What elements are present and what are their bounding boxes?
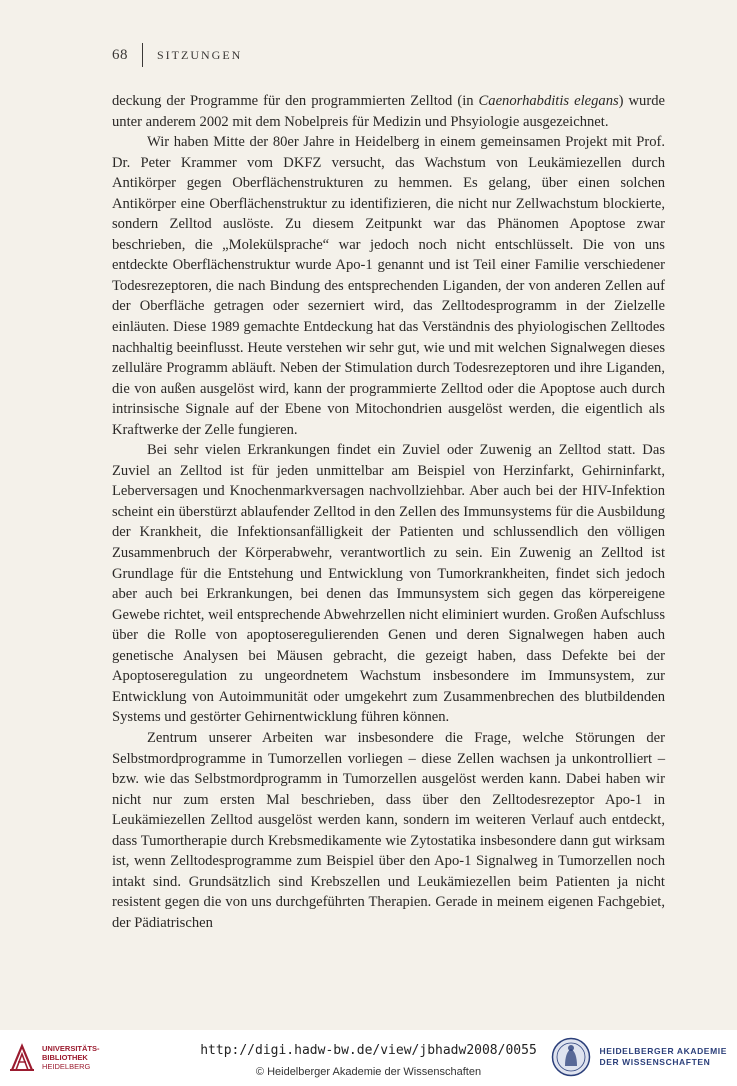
ub-logo-line1: UNIVERSITÄTS- — [42, 1043, 100, 1053]
paragraph-text: Wir haben Mitte der 80er Jahre in Heidelberg in einem gemeinsamen Projekt mit Prof. Dr. Peter Krammer vom DKFZ versucht, das Wachstum von Leukämiezellen durch Antikörper gegen Oberflächenstrukturen zu hemmen. Es gelang, über einen solchen Antikörper eine Oberflächenstruktur zu identifizieren, die nicht nur Zellwachstum blockierte, sondern Zelltod auslöste. Zu diesem Zeitpunkt war das Phänomen Apoptose zwar beschrieben, die „Molekülsprache“ war jedoch noch nicht entschlüsselt. Die von uns entdeckte Oberflächenstruktur wurde Apo-1 genannt und ist Teil einer Familie verschiedener Todesrezeptoren, die nach Bindung des entsprechenden Liganden, der von anderen Zellen auf der Oberfläche getragen oder sezerniert wird, das Zelltodesprogramm in der Zielzelle einläuten. Diese 1989 gemachte Entdeckung hat das Verständnis des phyiologischen Zelltodes nachhaltig beeinflusst. Heute verstehen wir sehr gut, wie und mit welchen Signalwegen dieses zelluläre Programm abläuft. Neben der Stimulation durch Todesrezeptoren und ihre Liganden, die von außen ausgelöst wird, kann der programmierte Zelltod oder die Apoptose auch durch intrinsische Signale auf der Ebene von Mitochondrien ausgelöst werden, die eigentlich als Kraftwerke der Zelle fungieren. — [112, 134, 665, 438]
permalink-url[interactable]: http://digi.hadw-bw.de/view/jbhadw2008/0055 — [200, 1043, 537, 1058]
header-divider — [142, 43, 143, 67]
paragraph-text: ) wurde unter anderem 2002 mit dem Nobelpreis für Medizin und Phsyiologie ausgezeichnet. — [112, 93, 665, 130]
academy-seal-icon — [551, 1037, 591, 1077]
body-text — [112, 91, 665, 933]
italic-term: Caenorhabditis elegans — [478, 93, 619, 109]
viewer-footer — [0, 1030, 737, 1086]
ub-logo-line3: HEIDELBERG — [42, 1061, 91, 1071]
academy-logo-line1: HEIDELBERGER AKADEMIE — [599, 1046, 727, 1056]
academy-logo-line2: DER WISSENSCHAFTEN — [599, 1057, 711, 1067]
page-header — [112, 42, 242, 68]
copyright-notice: © Heidelberger Akademie der Wissenschaften — [255, 1066, 482, 1078]
paragraph-text: Zentrum unserer Arbeiten war insbesondere die Frage, welche Störungen der Selbstmordprogramme in Tumorzellen vorliegen – diese Zellen wachsen ja unkontrolliert – bzw. wie das Selbstmordprogramm in Tumorzellen ausgelöst werden kann. Dabei haben wir nicht nur zum ersten Mal beschrieben, dass über den Zelltodesrezeptor Apo-1 in Leukämiezellen Zelltod ausgelöst werden kann, sondern im weiteren Verlauf auch entdeckt, dass Tumortherapie durch Krebsmedikamente wie Zytostatika insbesondere dann gut wirksam ist, wenn Zelltodesprogramme zum Beispiel über den Apo-1 Signalweg in Tumorzellen noch intakt sind. Grundsätzlich sind Krebszellen und Leukämiezellen beim Patienten ja nicht resistent gegen die von uns durchgeführten Therapien. Gerade in meinem eigenen Fachgebiet, der Pädiatrischen — [112, 729, 665, 931]
paragraph — [112, 440, 665, 728]
paragraph — [112, 132, 665, 440]
ub-logo-line2: BIBLIOTHEK — [42, 1052, 88, 1062]
paragraph-text: Bei sehr vielen Erkrankungen findet ein Zuviel oder Zuwenig an Zelltod statt. Das Zuviel an Zelltod ist für jeden unmittelbar am Beispiel von Herzinfarkt, Gehirninfarkt, Leberversagen und Knochenmarkversagen nachvollziehbar. Aber auch bei der HIV-Infektion scheint ein überstürzt ablaufender Zelltod in den Zellen des Immunsystems für die Ausbildung der Krankheit, die Infektionsanfälligkeit der Patienten und schlussendlich den völligen Zusammenbruch der Körperabwehr, verantwortlich zu sein. Ein Zuwenig an Zelltod ist Grundlage für die Entstehung und Entwicklung von Tumorkrankheiten, findet sich jedoch aber auch bei Erkrankungen, bei denen das Immunsystem sich gegen das körpereigene Gewebe richtet, weil entsprechende Abwehrzellen nicht eliminiert wurden. Großen Aufschluss über die Rolle von apoptoseregulierenden Genen und deren Signalwegen haben auch genetische Analysen bei Mäusen gebracht, die gezeigt haben, dass Defekte bei der Apoptoseregulation zu ungeordnetem Wachstum insbesondere im Immunsystem, zur Entwicklung von Autoimmunität oder umgekehrt zum Zusammenbrechen des blutbildenden Systems und gestörter Gehirnentwicklung führen können. — [112, 442, 665, 726]
paragraph-text: deckung der Programme für den programmierten Zelltod (in — [112, 93, 479, 109]
paragraph — [112, 91, 665, 132]
page-number: 68 — [112, 46, 128, 63]
paragraph — [112, 728, 665, 933]
academy-logo[interactable] — [551, 1037, 727, 1077]
running-title: SITZUNGEN — [157, 47, 243, 62]
